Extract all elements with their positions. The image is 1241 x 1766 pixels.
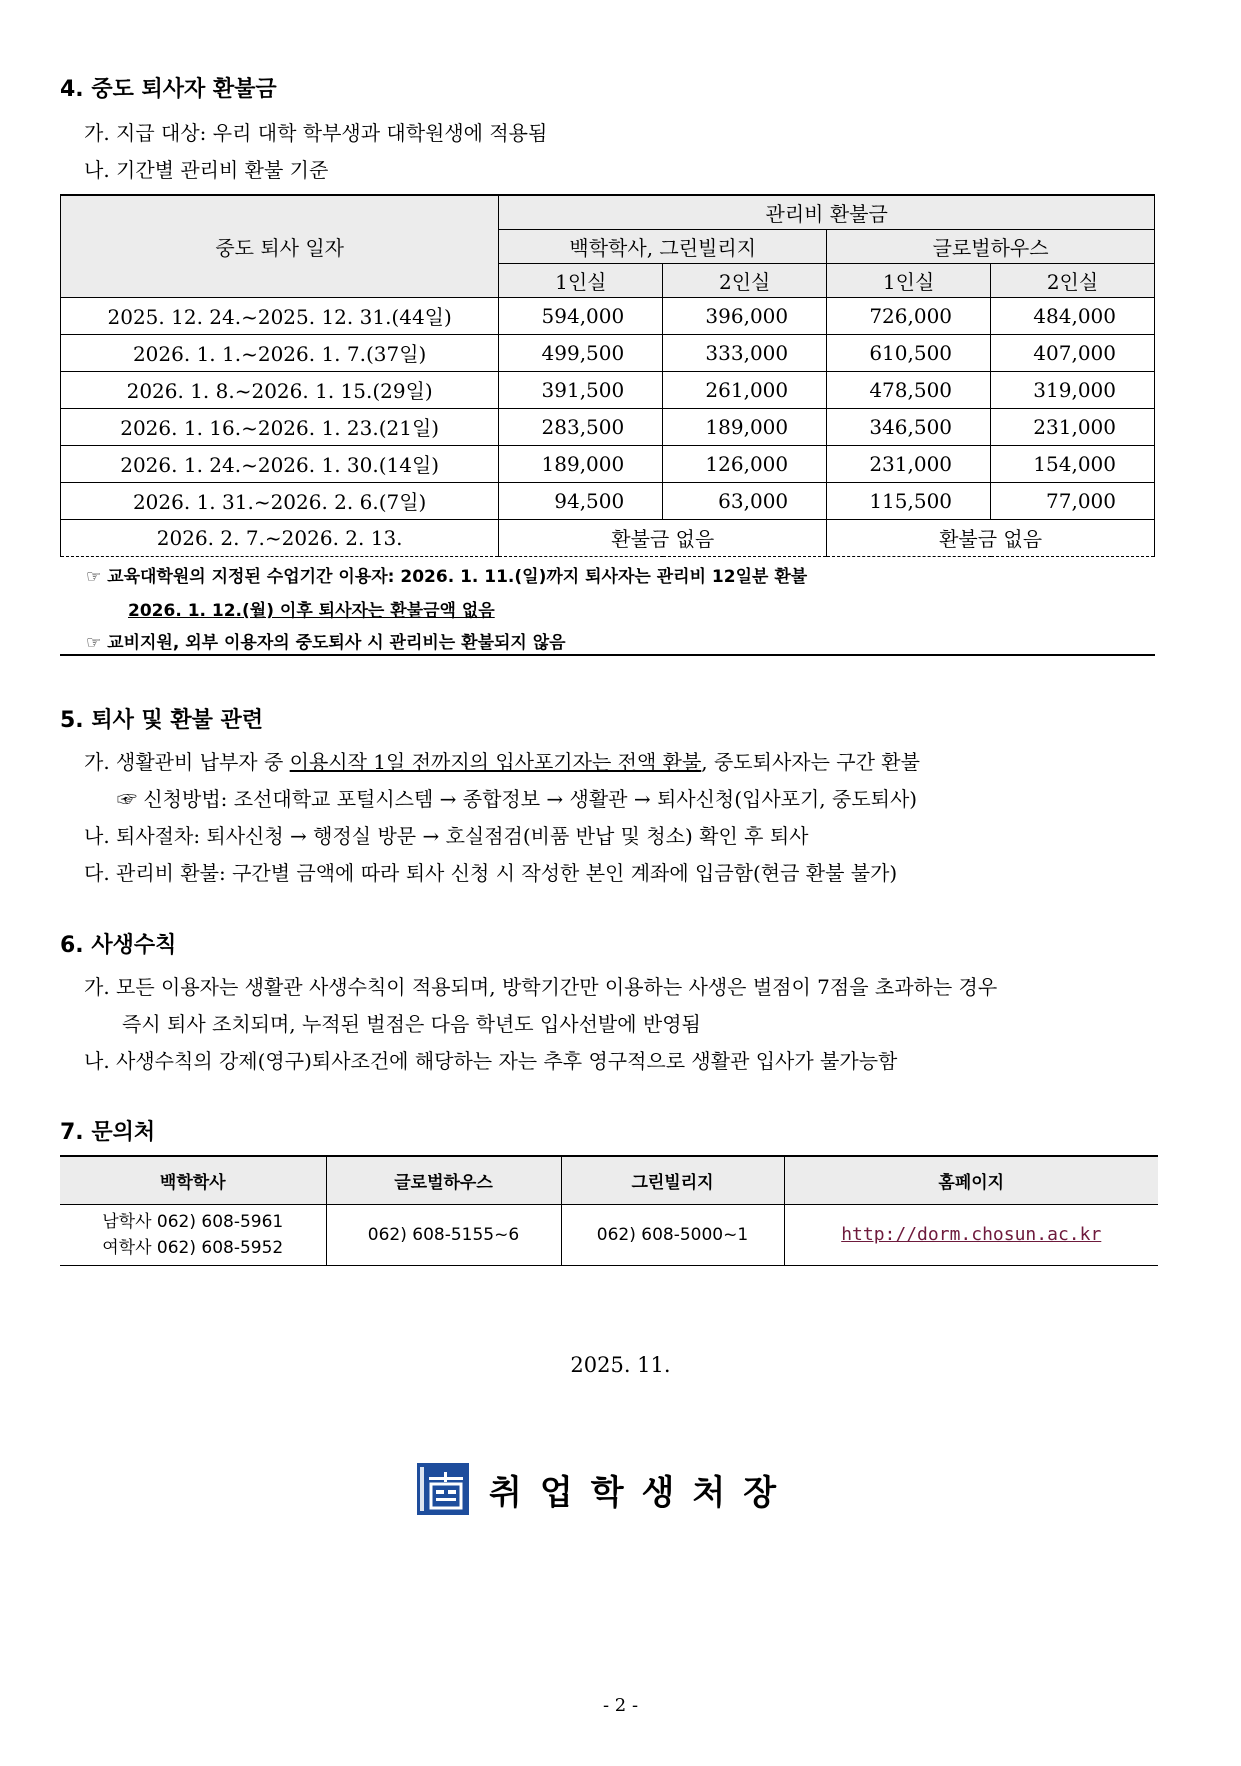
period-cell: 2026. 1. 31.~2026. 2. 6.(7일): [61, 482, 499, 519]
period-cell: 2026. 1. 16.~2026. 1. 23.(21일): [61, 408, 499, 445]
note-1: ☞ 교육대학원의 지정된 수업기간 이용자: 2026. 1. 11.(일)까지 퇴사자는 관리비 12일분 환불: [86, 567, 808, 587]
value-cell: 189,000: [663, 408, 827, 445]
value-cell: 63,000: [663, 482, 827, 519]
document-date: 2025. 11.: [570, 1353, 671, 1377]
value-cell: 726,000: [827, 297, 991, 334]
table-row: [61, 445, 1155, 482]
global-house-phone: 062) 608-5155~6: [326, 1205, 561, 1266]
value-cell: 346,500: [827, 408, 991, 445]
contact-header: 백학학사: [60, 1156, 326, 1205]
no-refund-cell: 환불금 없음: [499, 519, 827, 556]
section-5-item-c: 다. 관리비 환불: 구간별 금액에 따라 퇴사 신청 시 작성한 본인 계좌에 입금함(현금 환불 불가): [84, 861, 898, 885]
value-cell: 594,000: [499, 297, 663, 334]
value-cell: 319,000: [991, 371, 1155, 408]
note-1b: 2026. 1. 12.(월) 이후 퇴사자는 환불금액 없음: [128, 601, 495, 621]
homepage-cell: [784, 1205, 1158, 1266]
period-header: 중도 퇴사 일자: [61, 195, 499, 297]
table-row: [61, 519, 1155, 556]
university-logo-icon: [417, 1463, 469, 1515]
value-cell: 499,500: [499, 334, 663, 371]
group-header-1: 백학학사, 그린빌리지: [499, 229, 827, 263]
group-header-2: 글로벌하우스: [827, 229, 1155, 263]
item-a-suffix: , 중도퇴사자는 구간 환불: [701, 750, 920, 774]
table-row: [61, 334, 1155, 371]
double-room-header: 2인실: [991, 263, 1155, 297]
section-4-title: 4. 중도 퇴사자 환불금: [60, 77, 277, 102]
value-cell: 189,000: [499, 445, 663, 482]
single-room-header: 1인실: [499, 263, 663, 297]
signature-title: 취업학생처장: [489, 1472, 795, 1513]
value-cell: 333,000: [663, 334, 827, 371]
period-cell: 2026. 1. 1.~2026. 1. 7.(37일): [61, 334, 499, 371]
section-7-title: 7. 문의처: [60, 1120, 156, 1145]
refund-table: [60, 194, 1155, 557]
value-cell: 231,000: [827, 445, 991, 482]
section-4-item-a: 가. 지급 대상: 우리 대학 학부생과 대학원생에 적용됨: [84, 121, 548, 145]
section-5-item-a: [84, 746, 920, 775]
period-cell: 2025. 12. 24.~2025. 12. 31.(44일): [61, 297, 499, 334]
period-cell: 2026. 2. 7.~2026. 2. 13.: [61, 519, 499, 556]
table-row: [60, 1205, 1158, 1266]
green-village-phone: 062) 608-5000~1: [561, 1205, 784, 1266]
value-cell: 231,000: [991, 408, 1155, 445]
value-cell: 283,500: [499, 408, 663, 445]
section-6-item-b: 나. 사생수칙의 강제(영구)퇴사조건에 해당하는 자는 추후 영구적으로 생활관 입사가 불가능함: [84, 1049, 898, 1073]
section-5-item-b: 나. 퇴사절차: 퇴사신청 → 행정실 방문 → 호실점검(비품 반납 및 청소) 확인 후 퇴사: [84, 824, 809, 848]
homepage-link[interactable]: http://dorm.chosun.ac.kr: [841, 1224, 1102, 1245]
note-2: ☞ 교비지원, 외부 이용자의 중도퇴사 시 관리비는 환불되지 않음: [86, 633, 566, 653]
single-room-header: 1인실: [827, 263, 991, 297]
table-row: [61, 408, 1155, 445]
no-refund-cell: 환불금 없음: [827, 519, 1155, 556]
value-cell: 478,500: [827, 371, 991, 408]
contact-header: 그린빌리지: [561, 1156, 784, 1205]
baekhak-phones: [60, 1205, 326, 1266]
period-cell: 2026. 1. 24.~2026. 1. 30.(14일): [61, 445, 499, 482]
contact-header: 글로벌하우스: [326, 1156, 561, 1205]
value-cell: 77,000: [991, 482, 1155, 519]
section-5-item-a-sub: ☞ 신청방법: 조선대학교 포털시스템 → 종합정보 → 생활관 → 퇴사신청(입사포기, 중도퇴사): [117, 787, 918, 811]
contact-table: [60, 1155, 1158, 1266]
section-5-title: 5. 퇴사 및 환불 관련: [60, 708, 264, 733]
page-number: - 2 -: [602, 1695, 639, 1716]
value-cell: 396,000: [663, 297, 827, 334]
value-cell: 154,000: [991, 445, 1155, 482]
contact-header: 홈페이지: [784, 1156, 1158, 1205]
section-4-item-b: 나. 기간별 관리비 환불 기준: [84, 158, 329, 182]
male-dorm-phone: 남학사 062) 608-5961: [102, 1212, 284, 1232]
section-6-item-a-2: 즉시 퇴사 조치되며, 누적된 벌점은 다음 학년도 입사선발에 반영됨: [122, 1012, 701, 1036]
female-dorm-phone: 여학사 062) 608-5952: [102, 1238, 284, 1258]
item-a-underlined: 이용시작 1일 전까지의 입사포기자는 전액 환불: [289, 750, 702, 774]
value-cell: 126,000: [663, 445, 827, 482]
value-cell: 94,500: [499, 482, 663, 519]
period-cell: 2026. 1. 8.~2026. 1. 15.(29일): [61, 371, 499, 408]
value-cell: 484,000: [991, 297, 1155, 334]
value-cell: 261,000: [663, 371, 827, 408]
fee-header: 관리비 환불금: [499, 195, 1155, 229]
double-room-header: 2인실: [663, 263, 827, 297]
table-row: [61, 297, 1155, 334]
table-row: [61, 371, 1155, 408]
value-cell: 407,000: [991, 334, 1155, 371]
value-cell: 115,500: [827, 482, 991, 519]
notes-bottom-rule: [60, 654, 1155, 656]
section-6-item-a-1: 가. 모든 이용자는 생활관 사생수칙이 적용되며, 방학기간만 이용하는 사생은 벌점이 7점을 초과하는 경우: [84, 975, 998, 999]
item-a-prefix: 가. 생활관비 납부자 중: [84, 750, 290, 774]
section-6-title: 6. 사생수칙: [60, 933, 177, 958]
value-cell: 391,500: [499, 371, 663, 408]
table-row: [61, 482, 1155, 519]
signature-block: [417, 1463, 794, 1515]
value-cell: 610,500: [827, 334, 991, 371]
